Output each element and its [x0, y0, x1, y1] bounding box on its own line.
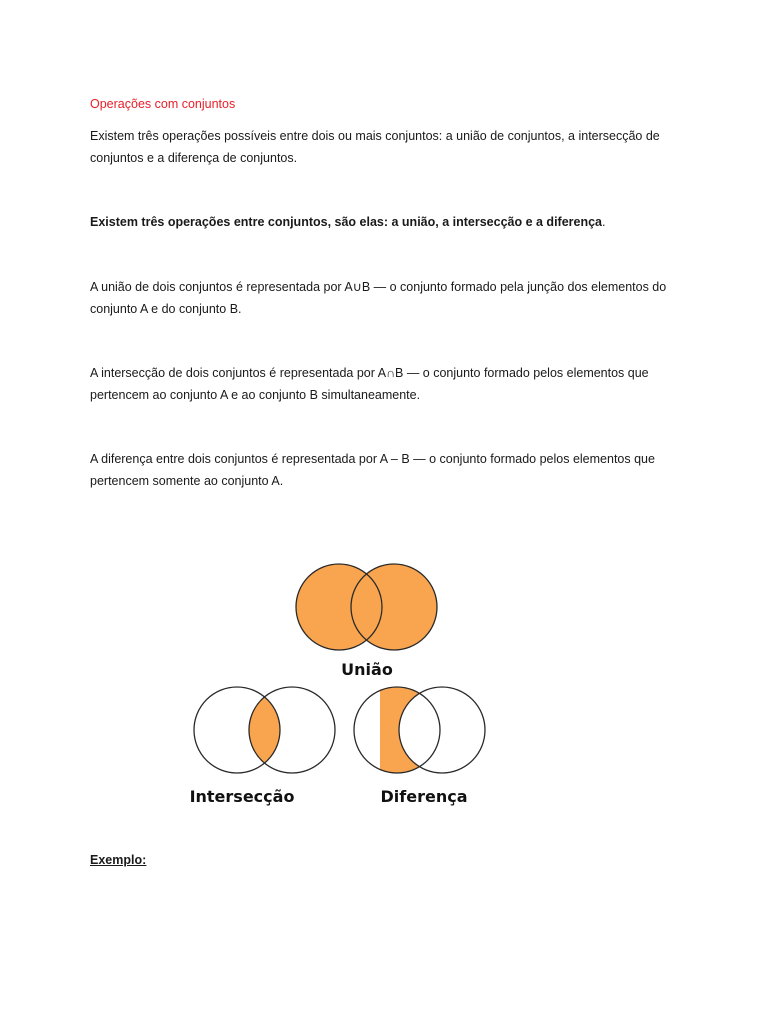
summary-bold-text: Existem três operações entre conjuntos, são elas: a união, a intersecção e a diferença: [90, 215, 603, 229]
intro-paragraph: Existem três operações possíveis entre dois ou mais conjuntos: a união de conjuntos, a intersecção de conjuntos e a diferença de conjuntos.: [90, 129, 660, 165]
exemplo-label: [90, 849, 690, 871]
section-heading: Operações com conjuntos: [90, 97, 236, 111]
interseccao-paragraph: A intersecção de dois conjuntos é representada por A∩B — o conjunto formado pelos elementos que pertencem ao conjunto A e ao conjunto B simultaneamente.: [90, 366, 649, 402]
uniao-venn: [296, 564, 437, 679]
interseccao-venn: [190, 687, 335, 806]
venn-diagrams: [180, 550, 540, 820]
uniao-label: União: [341, 660, 393, 679]
exemplo-colon: :: [142, 853, 147, 867]
summary-paragraph: [90, 211, 690, 233]
diferenca-label: Diferença: [380, 787, 468, 806]
diferenca-venn: [354, 687, 485, 806]
interseccao-label: Intersecção: [189, 787, 295, 806]
summary-period: .: [602, 215, 606, 229]
diferenca-paragraph: A diferença entre dois conjuntos é representada por A – B — o conjunto formado pelos elementos que pertencem somente ao conjunto A.: [90, 452, 655, 488]
exemplo-text: Exemplo: [90, 853, 143, 867]
uniao-paragraph: A união de dois conjuntos é representada por A∪B — o conjunto formado pela junção dos elementos do conjunto A e do conjunto B.: [90, 280, 667, 316]
